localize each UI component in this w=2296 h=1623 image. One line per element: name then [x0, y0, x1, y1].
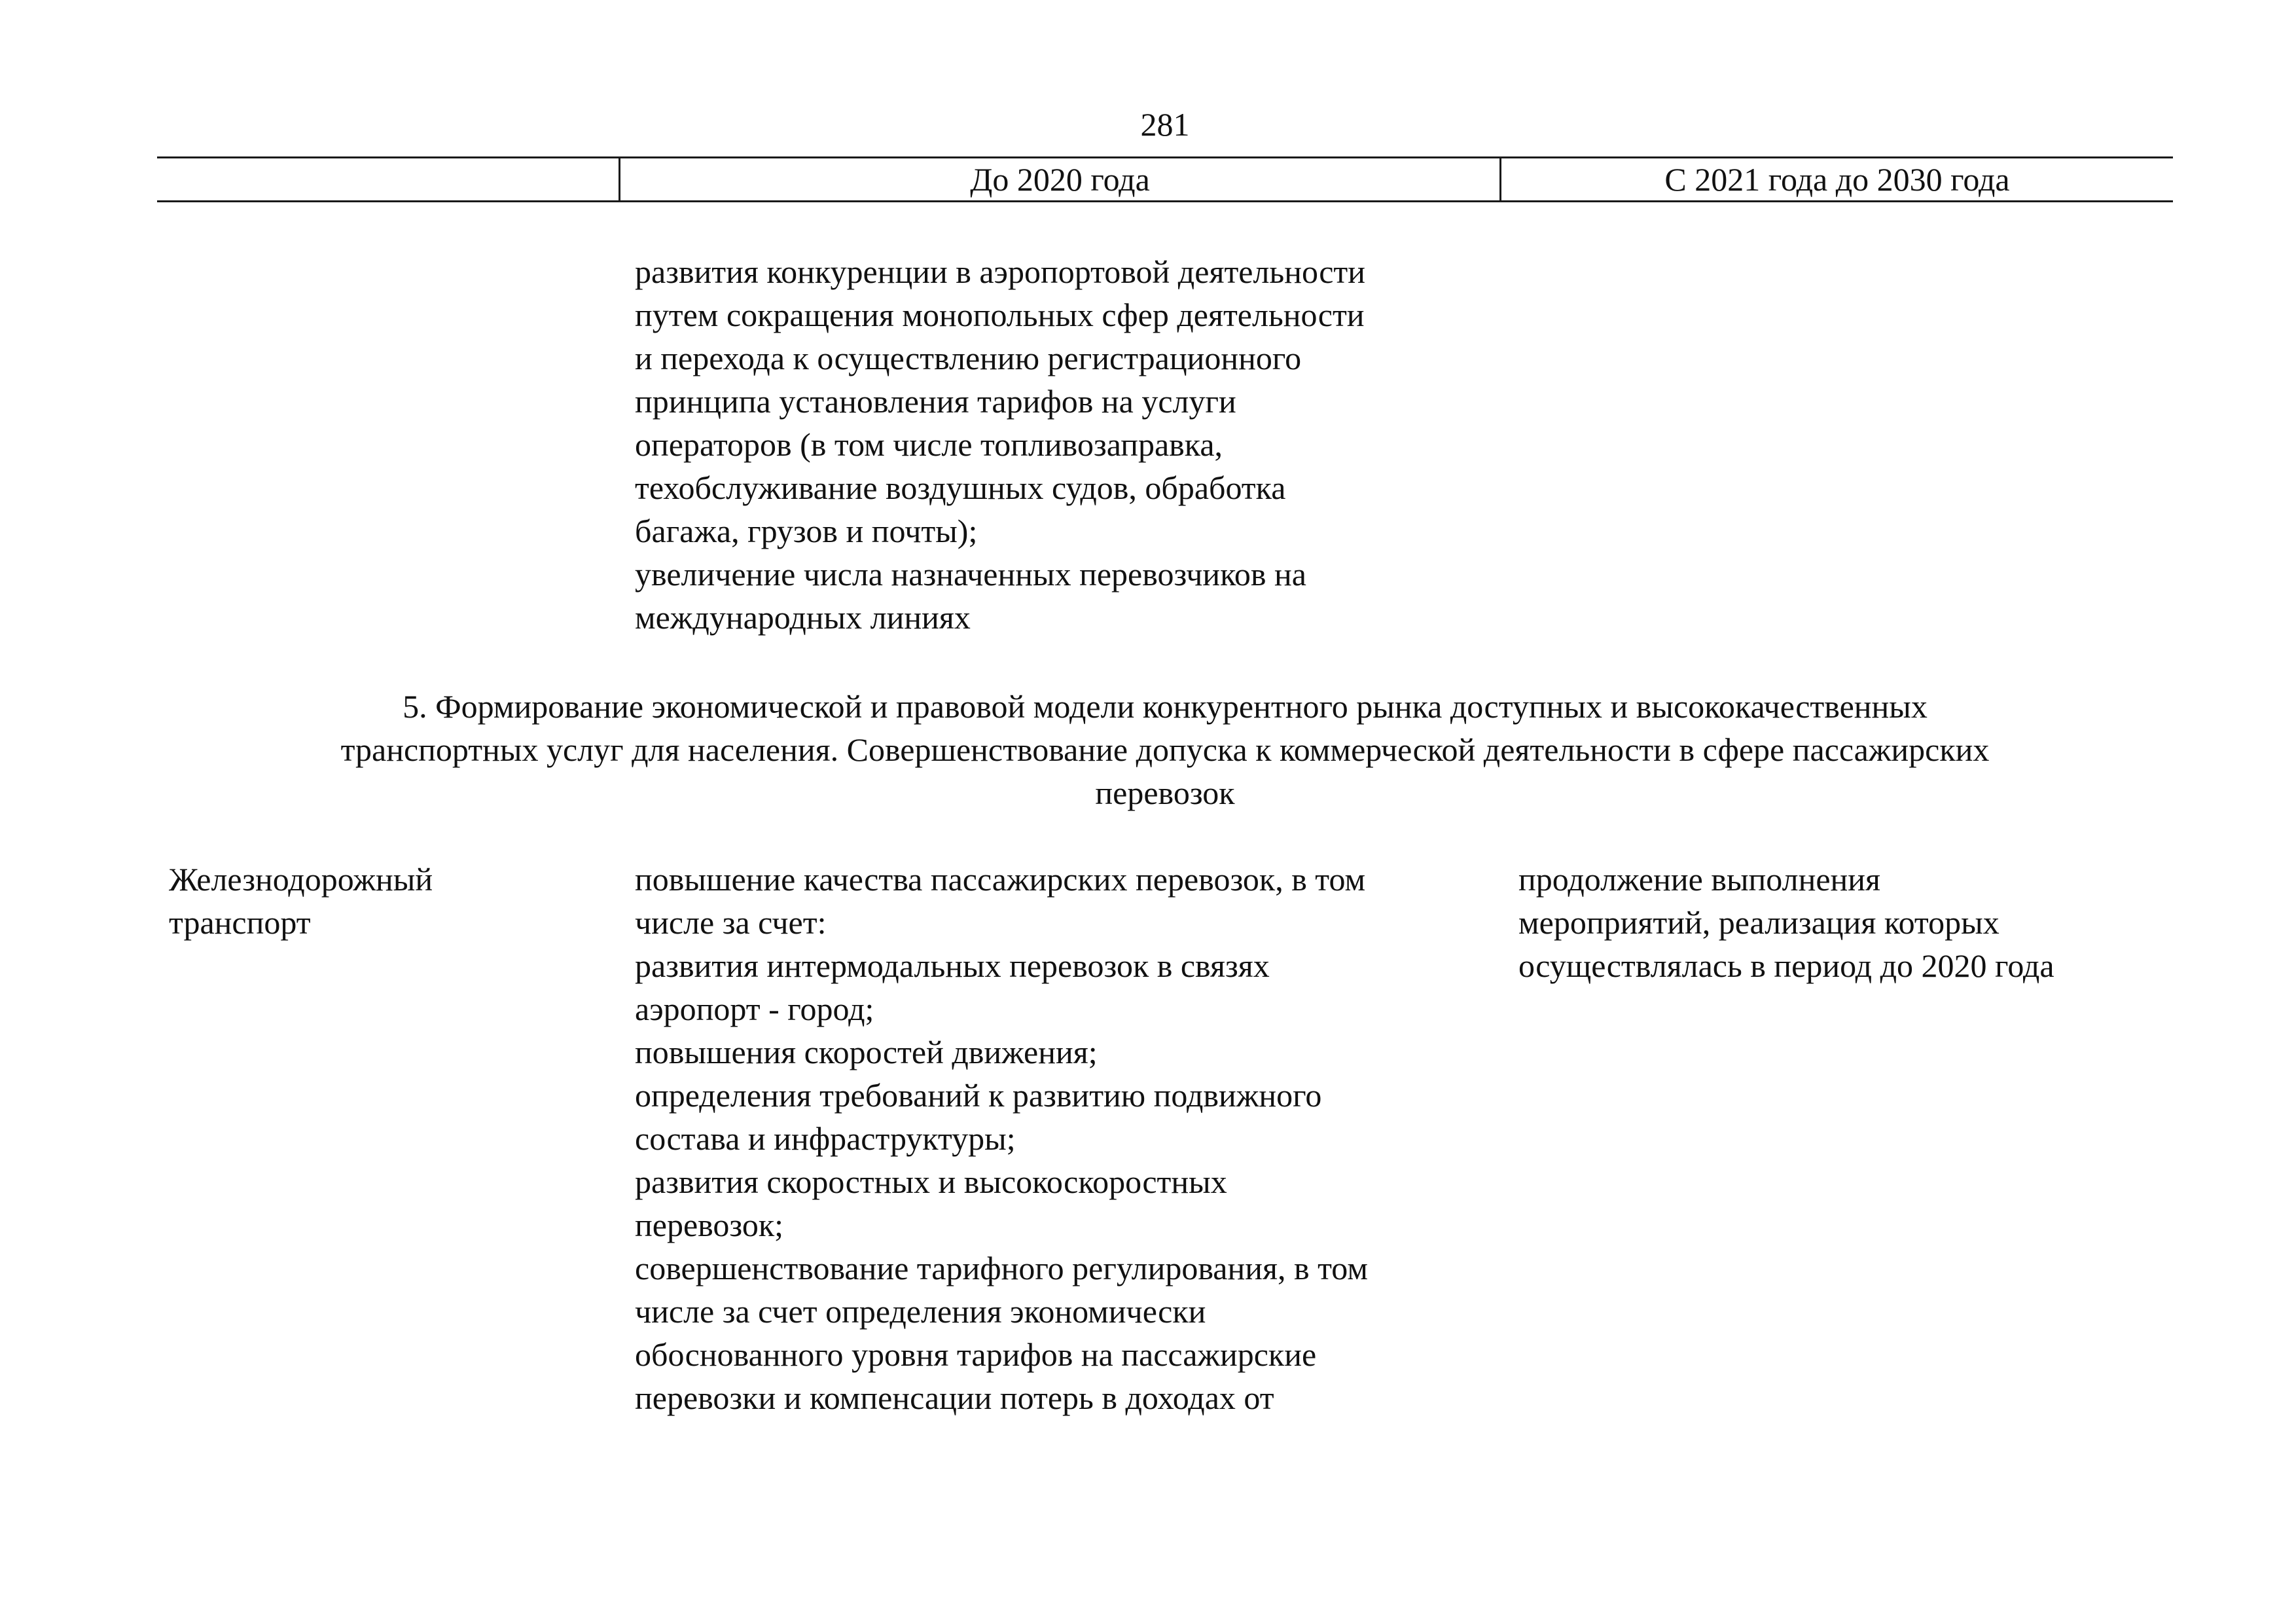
continued-measures-text [635, 250, 1365, 639]
text-line: числе за счет определения экономически [635, 1293, 1206, 1330]
text-line: перевозок; [635, 1207, 784, 1243]
text-line: повышение качества пассажирских перевозок, в том [635, 861, 1366, 898]
heading-line: транспортных услуг для населения. Совершенствование допуска к коммерческой деятельности в сфере пассажирских [340, 731, 1990, 768]
text-line: увеличение числа назначенных перевозчиков на [635, 556, 1306, 593]
text-line: и перехода к осуществлению регистрационного [635, 340, 1302, 376]
text-line: осуществлялась в период до 2020 года [1518, 947, 2054, 984]
text-line: развития скоростных и высокоскоростных [635, 1163, 1227, 1200]
heading-line: 5. Формирование экономической и правовой модели конкурентного рынка доступных и высококачественных [403, 688, 1928, 725]
text-line: числе за счет: [635, 904, 827, 941]
text-line: обоснованного уровня тарифов на пассажирские [635, 1336, 1317, 1373]
text-line: Железнодорожный [169, 861, 433, 898]
table-header [157, 156, 2173, 202]
text-line: багажа, грузов и почты); [635, 513, 978, 549]
transport-mode-cell [169, 858, 433, 944]
heading-line: перевозок [1095, 775, 1235, 811]
text-line: продолжение выполнения [1518, 861, 1881, 898]
text-line: совершенствование тарифного регулирования, в том [635, 1250, 1368, 1286]
header-cell-until-2020: До 2020 года [620, 158, 1501, 200]
section-heading [157, 685, 2173, 814]
text-line: транспорт [169, 904, 311, 941]
text-line: операторов (в том числе топливозаправка, [635, 426, 1223, 463]
page-number: 281 [1140, 106, 1190, 143]
header-cell-2021-2030: С 2021 года до 2030 года [1664, 161, 2010, 198]
text-line: определения требований к развитию подвижного [635, 1077, 1322, 1114]
text-line: принципа установления тарифов на услуги [635, 383, 1236, 420]
text-line: развития конкуренции в аэропортовой деятельности [635, 253, 1366, 290]
text-line: развития интермодальных перевозок в связях [635, 947, 1270, 984]
text-line: аэропорт - город; [635, 991, 874, 1027]
until-2020-cell [635, 858, 1368, 1419]
text-line: мероприятий, реализация которых [1518, 904, 2000, 941]
text-line: путем сокращения монопольных сфер деятельности [635, 297, 1365, 333]
text-line: международных линиях [635, 599, 971, 636]
text-line: техобслуживание воздушных судов, обработка [635, 469, 1286, 506]
text-line: состава и инфраструктуры; [635, 1120, 1016, 1157]
text-line: перевозки и компенсации потерь в доходах от [635, 1379, 1274, 1416]
header-cell-mode [157, 158, 620, 200]
from-2021-cell [1518, 858, 2054, 987]
text-line: повышения скоростей движения; [635, 1034, 1098, 1070]
